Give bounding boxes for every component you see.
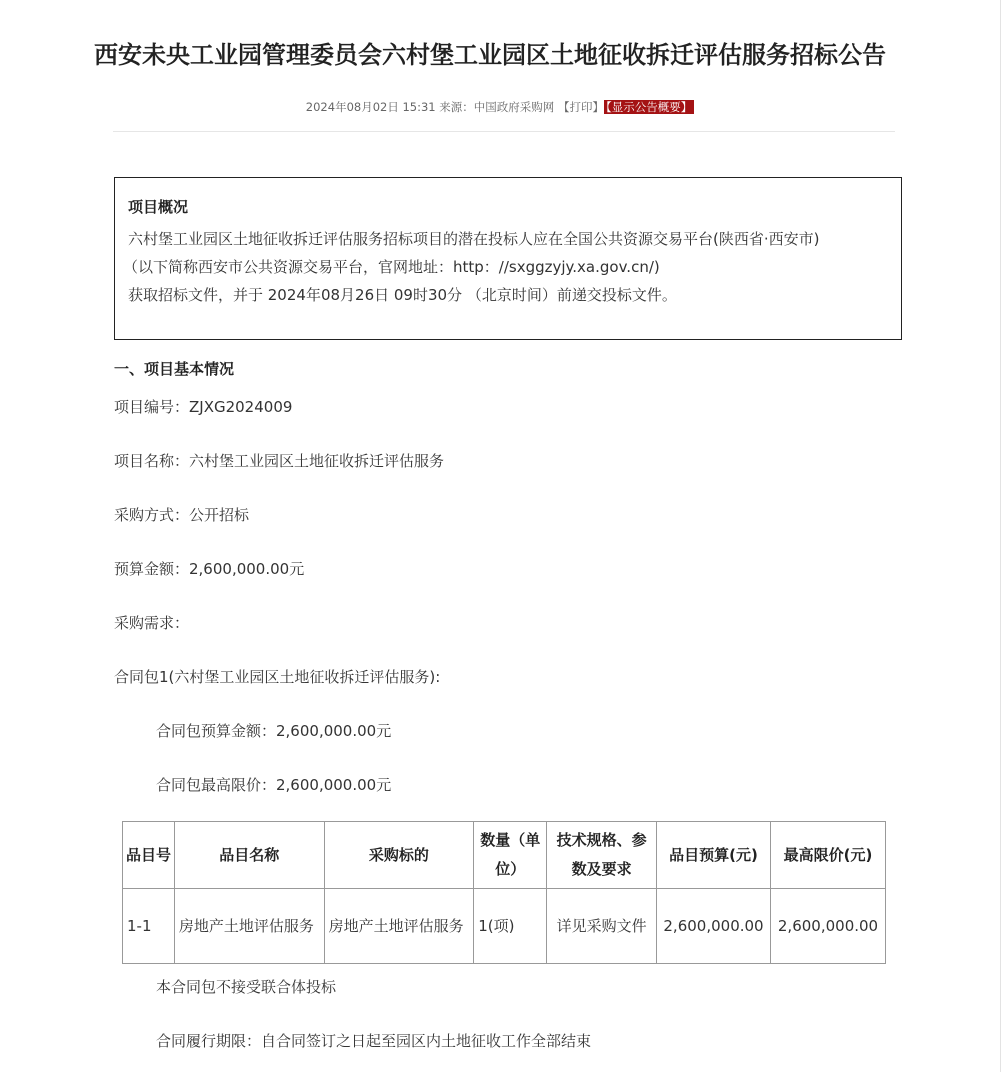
source-name: 中国政府采购网 — [473, 100, 555, 114]
table-header-cell: 品目预算(元) — [657, 822, 771, 889]
table-cell: 房地产土地评估服务 — [324, 889, 474, 964]
package-max-price: 合同包最高限价：2,600,000.00元 — [156, 776, 392, 794]
table-cell: 1(项) — [474, 889, 547, 964]
header-divider — [113, 131, 895, 132]
items-table — [122, 821, 886, 964]
table-header-cell: 品目名称 — [174, 822, 324, 889]
section-title: 一、项目基本情况 — [114, 360, 235, 378]
table-cell: 1-1 — [123, 889, 175, 964]
project-name: 项目名称：六村堡工业园区土地征收拆迁评估服务 — [114, 452, 445, 470]
table-cell: 2,600,000.00 — [770, 889, 885, 964]
table-cell: 2,600,000.00 — [657, 889, 771, 964]
overview-line: 获取招标文件，并于 2024年08月26日 09时30分 （北京时间）前递交投标文件。 — [128, 286, 677, 304]
print-link[interactable]: 【打印】 — [557, 100, 604, 114]
project-number: 项目编号：ZJXG2024009 — [114, 398, 293, 416]
overview-title: 项目概况 — [128, 198, 189, 216]
procurement-method: 采购方式：公开招标 — [114, 506, 250, 524]
table-header-cell: 采购标的 — [324, 822, 474, 889]
table-row — [123, 889, 886, 964]
contract-package: 合同包1(六村堡工业园区土地征收拆迁评估服务): — [114, 668, 441, 686]
show-summary-button[interactable]: 【显示公告概要】 — [605, 100, 693, 114]
table-header-cell: 品目号 — [123, 822, 175, 889]
table-cell: 房地产土地评估服务 — [174, 889, 324, 964]
table-header-cell: 数量（单位） — [474, 822, 547, 889]
table-header-row — [123, 822, 886, 889]
overview-line: 六村堡工业园区土地征收拆迁评估服务招标项目的潜在投标人应在全国公共资源交易平台(陕西省·西安市) — [128, 230, 820, 248]
procurement-requirements: 采购需求： — [114, 614, 190, 632]
page-title: 西安未央工业园管理委员会六村堡工业园区土地征收拆迁评估服务招标公告 — [94, 41, 886, 69]
project-overview-box — [114, 177, 902, 340]
table-header-cell: 最高限价(元) — [770, 822, 885, 889]
overview-line: （以下简称西安市公共资源交易平台，官网地址：http：//sxggzyjy.xa.gov.cn/) — [123, 258, 660, 276]
article-meta — [0, 98, 1000, 116]
package-budget: 合同包预算金额：2,600,000.00元 — [156, 722, 392, 740]
budget-amount: 预算金额：2,600,000.00元 — [114, 560, 305, 578]
contract-period: 合同履行期限：自合同签订之日起至园区内土地征收工作全部结束 — [156, 1032, 592, 1050]
publish-datetime: 2024年08月02日 15:31 — [305, 100, 436, 114]
table-header-cell: 技术规格、参数及要求 — [547, 822, 657, 889]
page-edge-rule — [1000, 0, 1001, 1072]
no-consortium-note: 本合同包不接受联合体投标 — [156, 978, 337, 996]
table-cell: 详见采购文件 — [547, 889, 657, 964]
source-label: 来源： — [439, 100, 474, 114]
